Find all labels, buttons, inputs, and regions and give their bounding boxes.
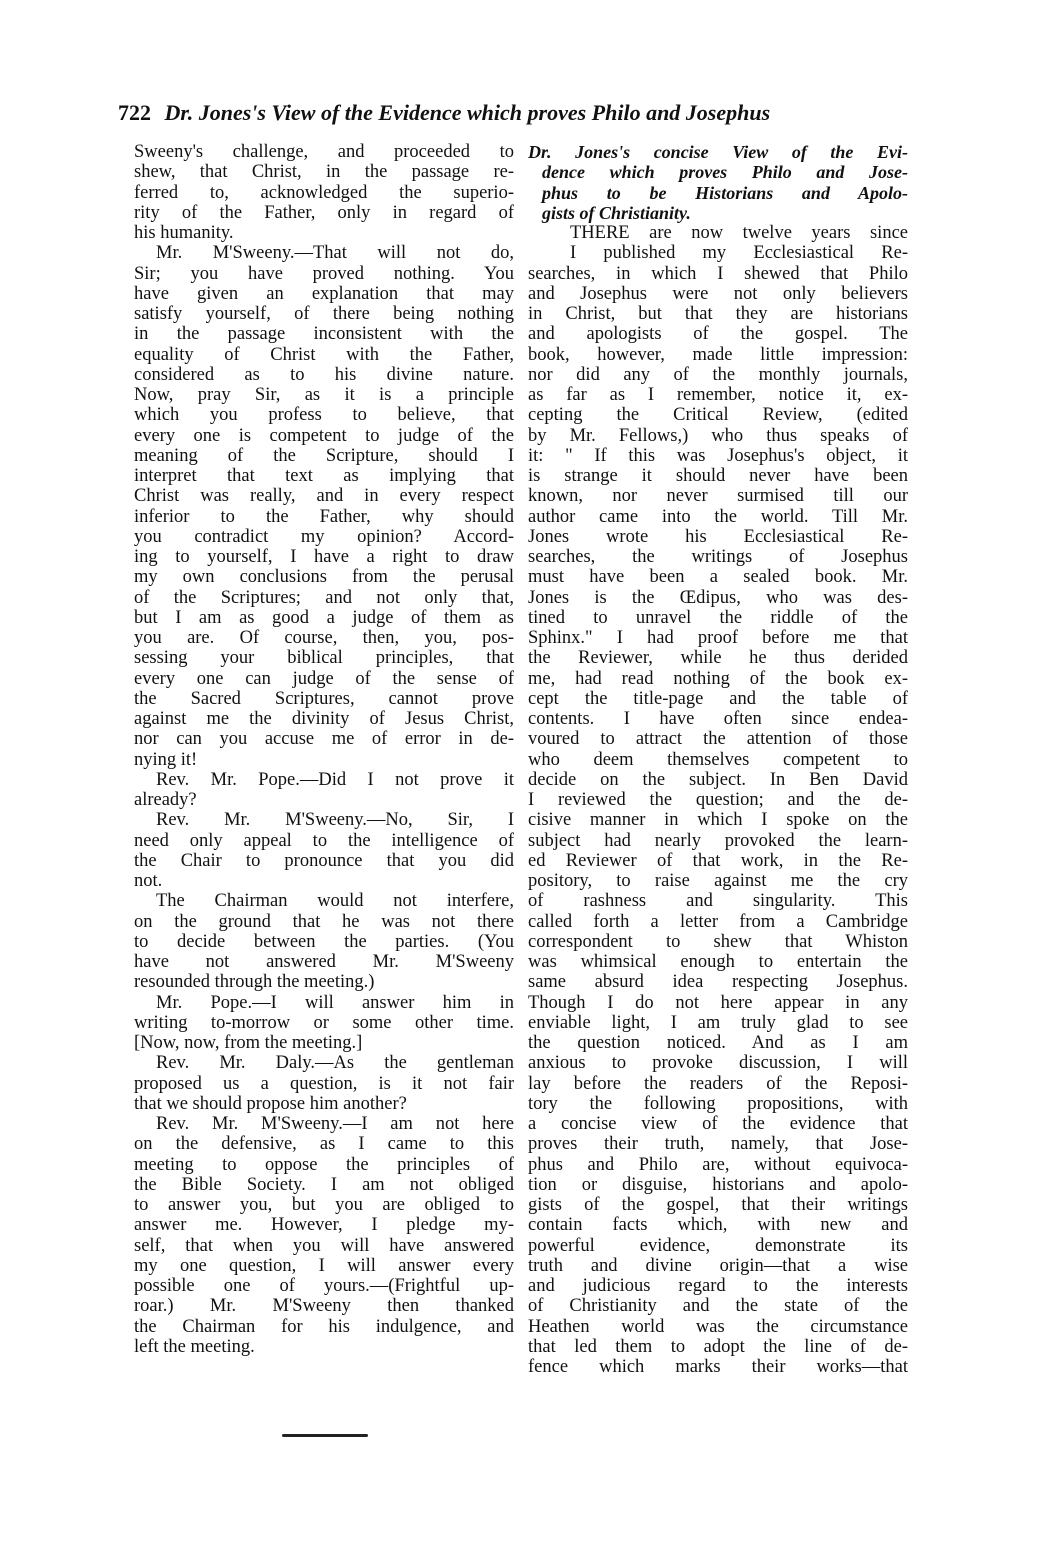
right-text-line: was whimsical enough to entertain the (528, 952, 908, 972)
right-text-line: anxious to provoke discussion, I will (528, 1053, 908, 1074)
left-text-line: rity of the Father, only in regard of (134, 202, 514, 223)
left-text-line: have given an explanation that may (134, 283, 514, 304)
left-text-line: Mr. Pope.—I will answer him in (156, 992, 514, 1013)
left-text-line: meaning of the Scripture, should I (134, 445, 514, 466)
right-text-line: fence which marks their works—that (528, 1357, 908, 1377)
right-text-line: THERE are now twelve years since (570, 223, 908, 243)
right-text-line: and apologists of the gospel. The (528, 324, 908, 345)
left-text-line: shew, that Christ, in the passage re- (134, 162, 514, 183)
right-text-line: is strange it should never have been (528, 466, 908, 486)
right-text-line: phus and Philo are, without equivoca- (528, 1154, 908, 1175)
left-text-line: Now, pray Sir, as it is a principle (134, 385, 514, 405)
left-text-line: need only appeal to the intelligence of (134, 830, 514, 851)
right-text-line: subject had nearly provoked the learn- (528, 830, 908, 851)
right-text-line: by Mr. Fellows,) who thus speaks of (528, 425, 908, 446)
running-title: Dr. Jones's View of the Evidence which proves Philo and Josephus (164, 100, 771, 125)
left-text-line: which you profess to believe, that (134, 405, 514, 426)
left-text-line: nying it! (134, 749, 198, 770)
right-text-line: cepting the Critical Review, (edited (528, 405, 908, 426)
right-text-line: called forth a letter from a Cambridge (528, 911, 908, 932)
left-text-line: proposed us a question, is it not fair (134, 1073, 514, 1094)
right-text-line: author came into the world. Till Mr. (528, 506, 908, 527)
right-text-line: lay before the readers of the Reposi- (528, 1073, 908, 1094)
left-text-line: the Sacred Scriptures, cannot prove (134, 688, 514, 709)
right-text-line: of Christianity and the state of the (528, 1296, 908, 1317)
left-text-line: possible one of yours.—(Frightful up- (134, 1276, 514, 1296)
left-text-line: the Chairman for his indulgence, and (134, 1316, 514, 1337)
left-text-line: self, that when you will have answered (134, 1235, 514, 1256)
left-text-line: you contradict my opinion? Accord- (134, 526, 514, 547)
left-text-line: my one question, I will answer every (134, 1255, 514, 1276)
left-text-line: every one can judge of the sense of (134, 668, 514, 689)
right-text-line: in Christ, but that they are historians (528, 304, 908, 324)
right-text-line: it: " If this was Josephus's object, it (528, 445, 908, 466)
right-text-line: tion or disguise, historians and apolo- (528, 1174, 908, 1195)
left-column (134, 142, 514, 1357)
right-text-line: I reviewed the question; and the de- (528, 790, 908, 810)
left-text-line: that we should propose him another? (134, 1093, 407, 1114)
right-text-line: and Josephus were not only believers (528, 283, 908, 304)
right-text-line: known, nor never surmised till our (528, 486, 908, 507)
left-text-line: [Now, now, from the meeting.] (134, 1033, 363, 1053)
article-title-line: Dr. Jones's concise View of the Evi- (528, 142, 908, 162)
running-head (118, 100, 858, 126)
left-text-line: The Chairman would not interfere, (156, 891, 514, 912)
left-text-line: of the Scriptures; and not only that, (134, 587, 514, 608)
right-text-line: Though I do not here appear in any (528, 992, 908, 1013)
right-text-line: contain facts which, with new and (528, 1215, 908, 1236)
left-text-line: in the passage inconsistent with the (134, 324, 514, 345)
left-text-line: roar.) Mr. M'Sweeny then thanked (134, 1296, 514, 1317)
left-text-line: the Chair to pronounce that you did (134, 850, 514, 871)
left-text-line: every one is competent to judge of the (134, 425, 514, 446)
right-text-line: Heathen world was the circumstance (528, 1316, 908, 1337)
right-column (528, 142, 908, 1377)
left-text-line: Rev. Mr. Pope.—Did I not prove it (156, 769, 514, 790)
right-text-line: tined to unravel the riddle of the (528, 607, 908, 628)
left-text-line: Rev. Mr. Daly.—As the gentleman (156, 1053, 514, 1074)
right-text-line: as far as I remember, notice it, ex- (528, 385, 908, 405)
right-text-line: and judicious regard to the interests (528, 1276, 908, 1296)
left-text-line: have not answered Mr. M'Sweeny (134, 952, 514, 972)
right-text-line: enviable light, I am truly glad to see (528, 1012, 908, 1033)
left-text-line: nor can you accuse me of error in de- (134, 729, 514, 750)
left-text-line: on the defensive, as I came to this (134, 1134, 514, 1155)
left-text-line: to answer you, but you are obliged to (134, 1195, 514, 1215)
right-text-line: Jones is the Œdipus, who was des- (528, 587, 908, 608)
right-text-line: pository, to raise against me the cry (528, 871, 908, 891)
left-text-line: equality of Christ with the Father, (134, 344, 514, 365)
left-text-line: to decide between the parties. (You (134, 931, 514, 952)
left-text-line: resounded through the meeting.) (134, 972, 375, 993)
right-text-line: contents. I have often since endea- (528, 709, 908, 729)
left-text-line: answer me. However, I pledge my- (134, 1215, 514, 1236)
right-text-line: a concise view of the evidence that (528, 1114, 908, 1134)
article-title-line: dence which proves Philo and Jose- (542, 162, 908, 183)
right-text-line: correspondent to shew that Whiston (528, 931, 908, 952)
right-text-line: me, had read nothing of the book ex- (528, 668, 908, 689)
left-text-line: Christ was really, and in every respect (134, 486, 514, 507)
left-text-line: Rev. Mr. M'Sweeny.—I am not here (156, 1114, 514, 1134)
right-text-line: same absurd idea respecting Josephus. (528, 972, 908, 993)
section-end-rule (282, 1434, 368, 1437)
right-text-line: truth and divine origin—that a wise (528, 1255, 908, 1276)
right-text-line: the Reviewer, while he thus derided (528, 648, 908, 669)
left-text-line: the Bible Society. I am not obliged (134, 1174, 514, 1195)
left-text-line: interpret that text as implying that (134, 466, 514, 486)
right-text-line: I published my Ecclesiastical Re- (570, 243, 908, 264)
left-text-line: you are. Of course, then, you, pos- (134, 628, 514, 648)
right-text-line: must have been a sealed book. Mr. (528, 567, 908, 588)
left-text-line: against me the divinity of Jesus Christ, (134, 709, 514, 729)
left-text-line: his humanity. (134, 223, 234, 243)
left-text-line: inferior to the Father, why should (134, 506, 514, 527)
right-text-line: Jones wrote his Ecclesiastical Re- (528, 526, 908, 547)
left-text-line: satisfy yourself, of there being nothing (134, 304, 514, 324)
right-text-line: that led them to adopt the line of de- (528, 1336, 908, 1357)
left-text-line: left the meeting. (134, 1336, 255, 1357)
left-text-line: writing to-morrow or some other time. (134, 1012, 514, 1033)
right-text-line: nor did any of the monthly journals, (528, 364, 908, 385)
left-text-line: Mr. M'Sweeny.—That will not do, (156, 243, 514, 264)
right-text-line: proves their truth, namely, that Jose- (528, 1134, 908, 1155)
right-text-line: ed Reviewer of that work, in the Re- (528, 850, 908, 871)
right-text-line: tory the following propositions, with (528, 1093, 908, 1114)
article-title-line: gists of Christianity. (542, 202, 691, 223)
left-text-line: already? (134, 790, 197, 810)
right-text-line: powerful evidence, demonstrate its (528, 1235, 908, 1256)
article-title-line: phus to be Historians and Apolo- (542, 182, 908, 203)
left-text-line: Sweeny's challenge, and proceeded to (134, 142, 514, 162)
right-text-line: gists of the gospel, that their writings (528, 1195, 908, 1215)
left-text-line: my own conclusions from the perusal (134, 567, 514, 588)
right-text-line: voured to attract the attention of those (528, 729, 908, 750)
right-text-line: the question noticed. And as I am (528, 1033, 908, 1053)
right-text-line: searches, in which I shewed that Philo (528, 263, 908, 284)
left-text-line: meeting to oppose the principles of (134, 1154, 514, 1175)
right-text-line: cisive manner in which I spoke on the (528, 810, 908, 831)
right-text-line: of rashness and singularity. This (528, 891, 908, 912)
right-text-line: book, however, made little impression: (528, 344, 908, 365)
left-text-line: considered as to his divine nature. (134, 364, 514, 385)
left-text-line: on the ground that he was not there (134, 911, 514, 932)
right-text-line: who deem themselves competent to (528, 749, 908, 770)
right-text-line: searches, the writings of Josephus (528, 547, 908, 567)
right-text-line: cept the title-page and the table of (528, 688, 908, 709)
left-text-line: sessing your biblical principles, that (134, 648, 514, 669)
left-text-line: not. (134, 871, 163, 891)
left-text-line: Sir; you have proved nothing. You (134, 263, 514, 284)
left-text-line: ferred to, acknowledged the superio- (134, 182, 514, 203)
right-text-line: Sphinx." I had proof before me that (528, 628, 908, 648)
left-text-line: Rev. Mr. M'Sweeny.—No, Sir, I (156, 810, 514, 831)
left-text-line: but I am as good a judge of them as (134, 607, 514, 628)
left-text-line: ing to yourself, I have a right to draw (134, 547, 514, 567)
right-text-line: decide on the subject. In Ben David (528, 769, 908, 790)
page-number: 722 (118, 100, 151, 125)
